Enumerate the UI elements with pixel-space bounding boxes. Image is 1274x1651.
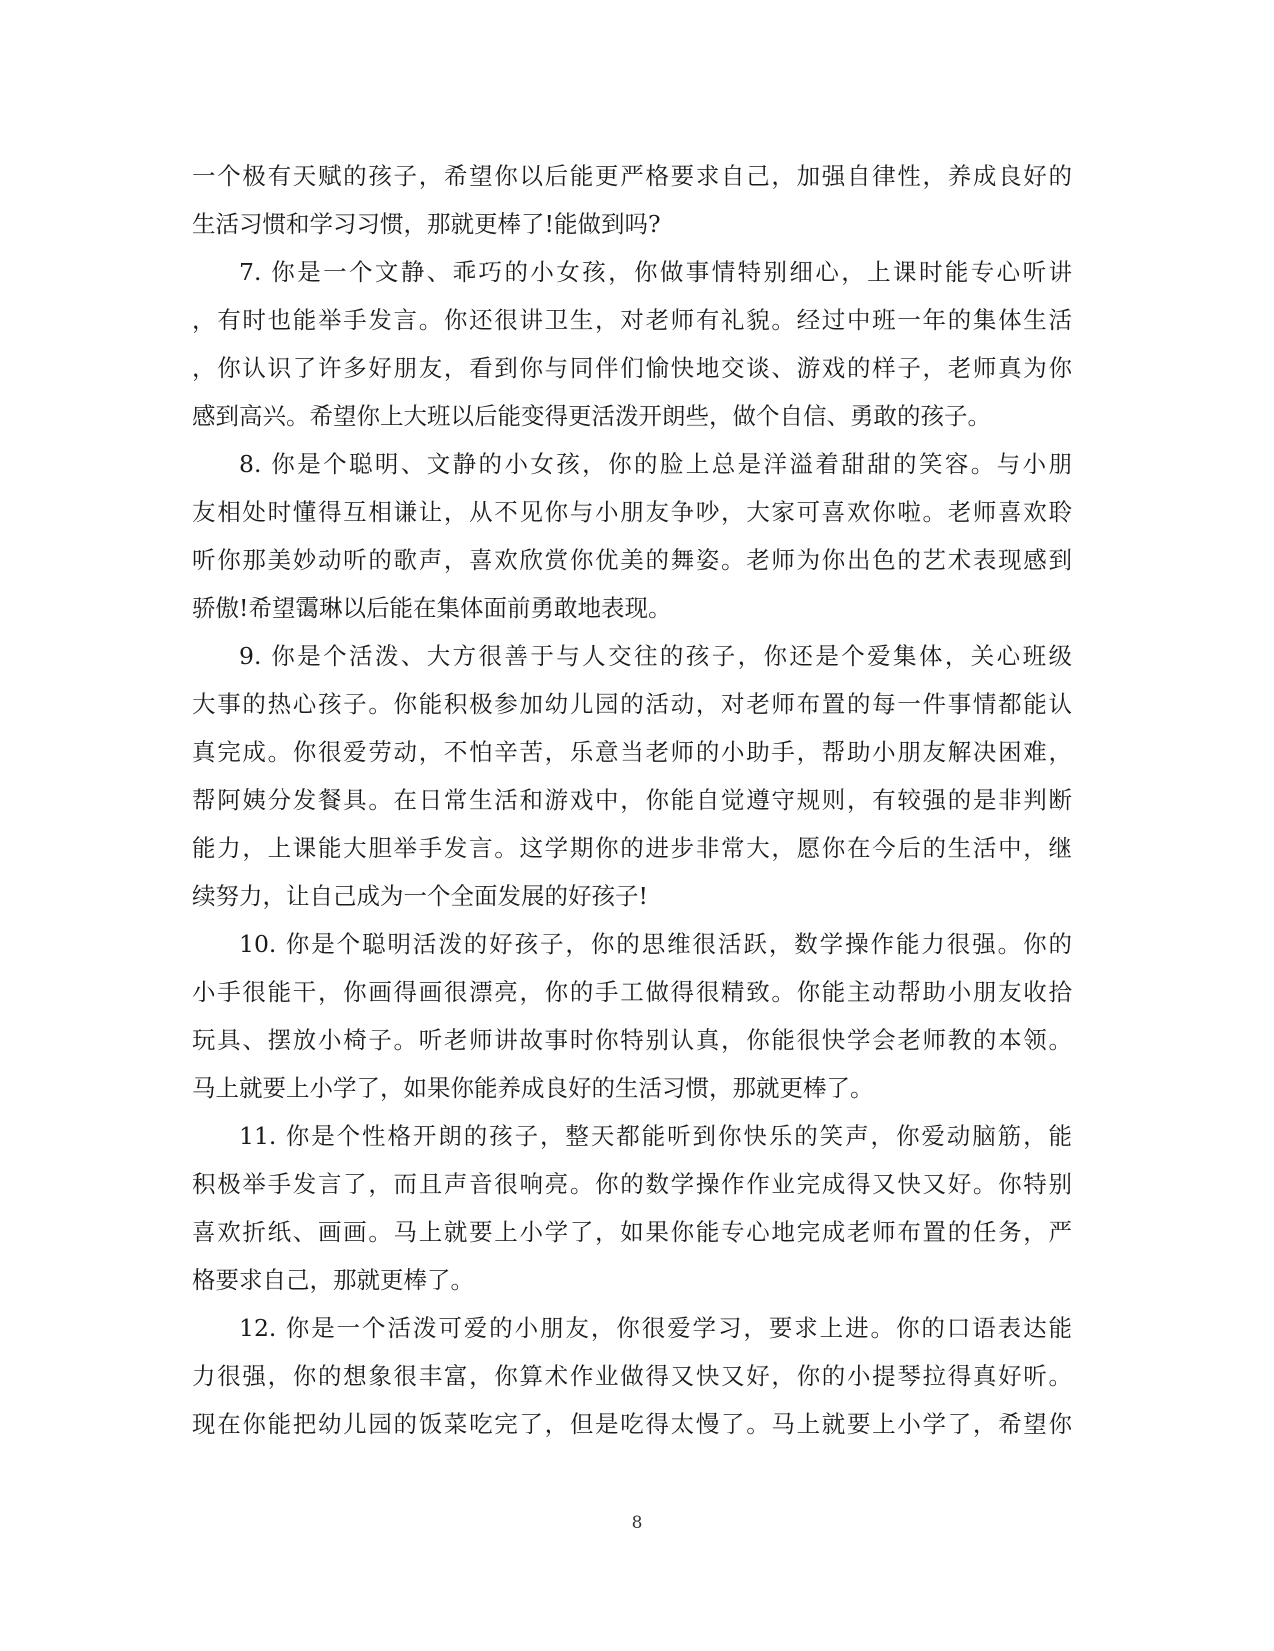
text-line: 能力，上课能大胆举手发言。这学期你的进步非常大，愿你在今后的生活中，继: [192, 834, 1072, 862]
paragraph-6-continued: [192, 152, 1072, 248]
text-line: 感到高兴。希望你上大班以后能变得更活泼开朗些，做个自信、勇敢的孩子。: [192, 402, 991, 430]
text-line: ，你认识了许多好朋友，看到你与同伴们愉快地交谈、游戏的样子，老师真为你: [192, 354, 1072, 382]
text-line: 骄傲!希望霭琳以后能在集体面前勇敢地表现。: [192, 594, 672, 622]
text-line: 听你那美妙动听的歌声，喜欢欣赏你优美的舞姿。老师为你出色的艺术表现感到: [192, 546, 1072, 574]
paragraph-9: [192, 632, 1072, 920]
page-number: 8: [631, 1513, 643, 1533]
text-line: 现在你能把幼儿园的饭菜吃完了，但是吃得太慢了。马上就要上小学了，希望你: [192, 1410, 1072, 1438]
text-line: 生活习惯和学习习惯，那就更棒了!能做到吗?: [192, 210, 661, 238]
text-line: 友相处时懂得互相谦让，从不见你与小朋友争吵，大家可喜欢你啦。老师喜欢聆: [192, 498, 1072, 526]
text-line: 续努力，让自己成为一个全面发展的好孩子!: [192, 882, 648, 910]
text-line: 马上就要上小学了，如果你能养成良好的生活习惯，那就更棒了。: [192, 1074, 874, 1102]
text-line: 8. 你是个聪明、文静的小女孩，你的脸上总是洋溢着甜甜的笑容。与小朋: [239, 450, 1072, 478]
text-line: 大事的热心孩子。你能积极参加幼儿园的活动，对老师布置的每一件事情都能认: [192, 690, 1072, 718]
text-line: 12. 你是一个活泼可爱的小朋友，你很爱学习，要求上进。你的口语表达能: [239, 1314, 1072, 1342]
text-line: 11. 你是个性格开朗的孩子，整天都能听到你快乐的笑声，你爱动脑筋，能: [239, 1122, 1072, 1150]
text-line: 积极举手发言了，而且声音很响亮。你的数学操作作业完成得又快又好。你特别: [192, 1170, 1072, 1198]
text-line: 小手很能干，你画得画很漂亮，你的手工做得很精致。你能主动帮助小朋友收拾: [192, 978, 1072, 1006]
text-line: 力很强，你的想象很丰富，你算术作业做得又快又好，你的小提琴拉得真好听。: [192, 1362, 1072, 1390]
paragraph-11: [192, 1112, 1072, 1304]
document-body: [192, 152, 1072, 1448]
paragraph-10: [192, 920, 1072, 1112]
paragraph-7: [192, 248, 1072, 440]
text-line: ，有时也能举手发言。你还很讲卫生，对老师有礼貌。经过中班一年的集体生活: [192, 306, 1072, 334]
text-line: 喜欢折纸、画画。马上就要上小学了，如果你能专心地完成老师布置的任务，严: [192, 1218, 1072, 1246]
paragraph-8: [192, 440, 1072, 632]
text-line: 格要求自己，那就更棒了。: [192, 1266, 474, 1294]
paragraph-12: [192, 1304, 1072, 1448]
text-line: 一个极有天赋的孩子，希望你以后能更严格要求自己，加强自律性，养成良好的: [192, 162, 1072, 190]
text-line: 真完成。你很爱劳动，不怕辛苦，乐意当老师的小助手，帮助小朋友解决困难，: [192, 738, 1072, 766]
text-line: 10. 你是个聪明活泼的好孩子，你的思维很活跃，数学操作能力很强。你的: [239, 930, 1072, 958]
text-line: 帮阿姨分发餐具。在日常生活和游戏中，你能自觉遵守规则，有较强的是非判断: [192, 786, 1072, 814]
text-line: 玩具、摆放小椅子。听老师讲故事时你特别认真，你能很快学会老师教的本领。: [192, 1026, 1072, 1054]
text-line: 7. 你是一个文静、乖巧的小女孩，你做事情特别细心，上课时能专心听讲: [239, 258, 1072, 286]
text-line: 9. 你是个活泼、大方很善于与人交往的孩子，你还是个爱集体，关心班级: [239, 642, 1072, 670]
